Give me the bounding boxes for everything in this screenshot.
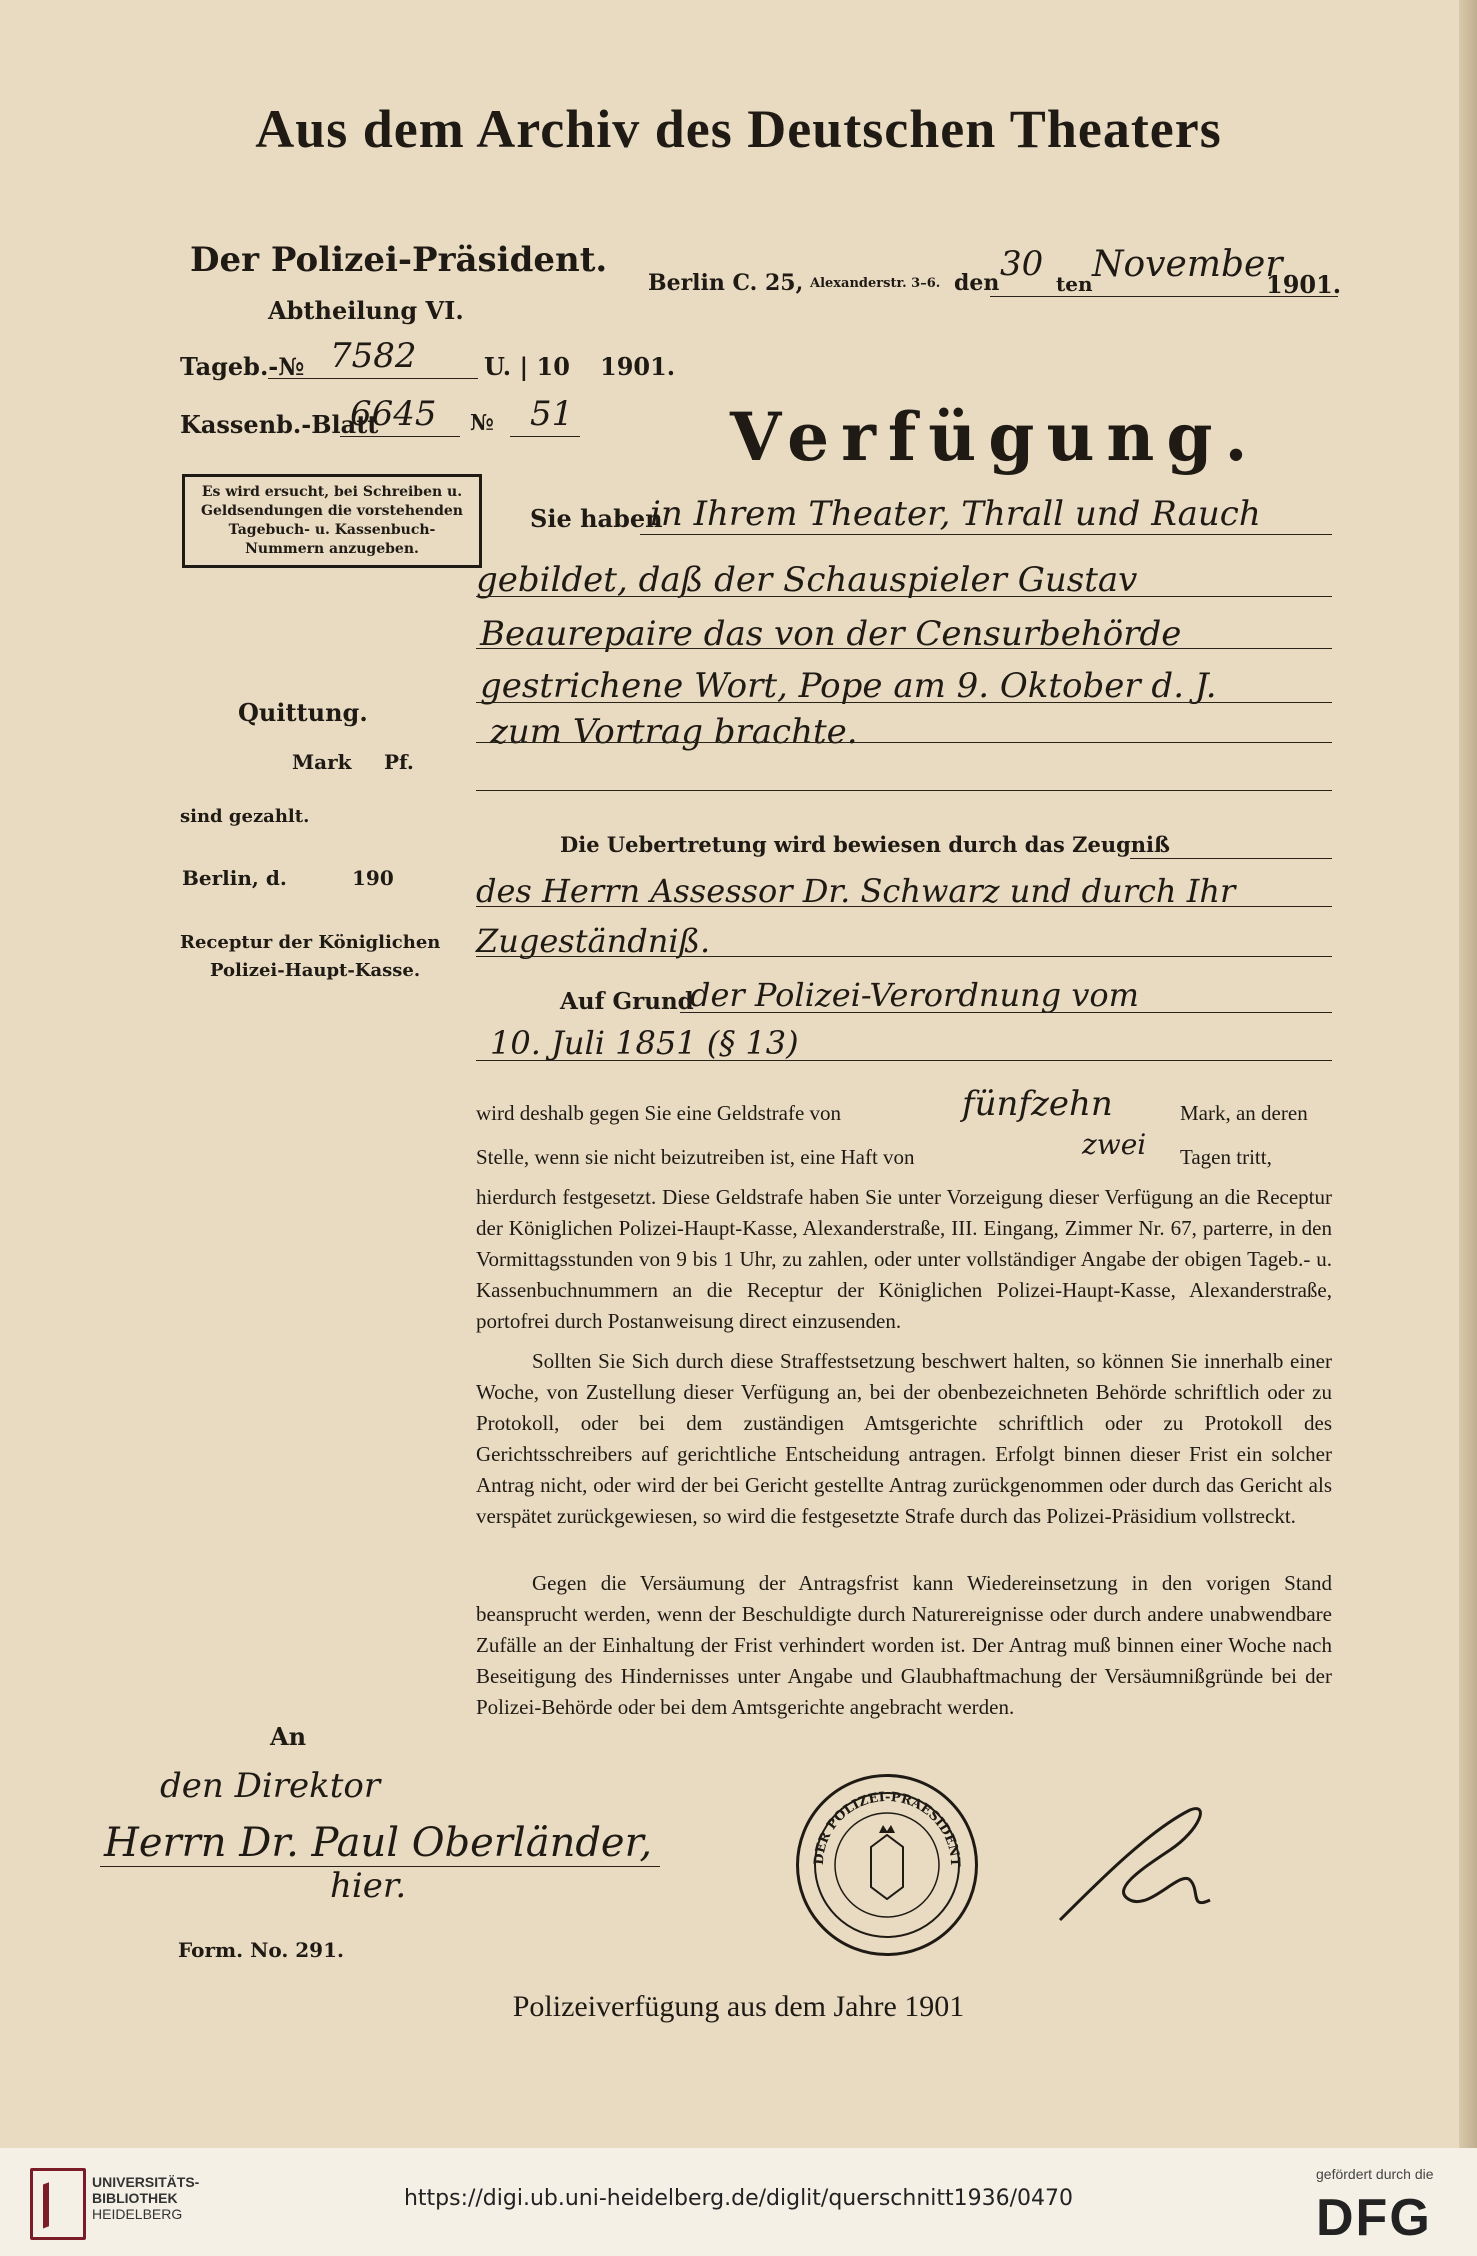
evidence-hand-2: Zugeständniß. xyxy=(476,922,711,960)
hand-line-2: gebildet, daß der Schauspieler Gustav xyxy=(476,560,1138,600)
penalty-line1-b: Mark, an deren xyxy=(1180,1101,1308,1125)
hand-line-4: gestrichene Wort, Pope am 9. Oktober d. J. xyxy=(480,666,1217,706)
date-day: 30 xyxy=(1000,244,1044,284)
police-seal xyxy=(796,1774,978,1956)
date-year: 1901. xyxy=(1266,270,1342,299)
page-gutter xyxy=(1459,0,1477,2148)
evidence-hand-1: des Herrn Assessor Dr. Schwarz und durch Ihr xyxy=(476,872,1236,910)
department: Abtheilung VI. xyxy=(268,296,464,325)
receptur-line-2: Polizei-Haupt-Kasse. xyxy=(210,960,421,981)
grounds-label: Auf Grund xyxy=(560,988,694,1015)
kassen-no-label: № xyxy=(470,410,494,436)
penalty-line2-a: Stelle, wenn sie nicht beizutreiben ist, eine Haft von xyxy=(476,1145,915,1169)
ten-label: ten xyxy=(1056,272,1093,296)
penalty-amount: fünfzehn xyxy=(962,1084,1113,1124)
penalty-days: zwei xyxy=(1082,1128,1147,1161)
evidence-label-line xyxy=(1130,858,1332,859)
quittung-paid: sind gezahlt. xyxy=(180,806,310,827)
penalty-line2-b: Tagen tritt, xyxy=(1180,1145,1272,1169)
paragraph-payment: hierdurch festgesetzt. Diese Geldstrafe haben Sie unter Vorzeigung dieser Verfügung an die Receptur der Königlichen Polizei-Haupt-Kasse, Alexanderstraße, III. Eingang, Zimmer Nr. 67, parterre, in den Vormittagsstunden von 9 bis 1 Uhr, zu zahlen, oder unter vollständiger Angabe der obigen Tageb.- u. Kassenbuchnummern an die Receptur der Königlichen Polizei-Haupt-Kasse, Alexanderstraße, portofrei durch Postanweisung direct einzusenden. xyxy=(476,1185,1332,1333)
line-5 xyxy=(476,742,1332,743)
paragraph-reinstatement: Gegen die Versäumung der Antragsfrist kann Wiedereinsetzung in den vorigen Stand beansprucht werden, wenn der Beschuldigte durch Naturereignisse oder durch andere unabwendbare Zufälle an der Einhaltung der Frist verhindert worden ist. Der Antrag muß binnen einer Woche nach Beseitigung des Hindernisses unter Angabe und Glaubhaftmachung der Versäumnißgründe bei der Polizei-Behörde oder bei dem Amtsgerichte angebracht werden. xyxy=(476,1571,1332,1719)
form-number: Form. No. 291. xyxy=(178,1938,344,1962)
tageb-number-line xyxy=(268,378,478,379)
university-name-line-2: BIBLIOTHEK xyxy=(92,2190,178,2206)
addressee-hand-1: den Direktor xyxy=(160,1766,381,1806)
grounds-hand-1: der Polizei-Verordnung vom xyxy=(690,976,1139,1014)
den-label: den xyxy=(954,270,1000,296)
kassen-label: Kassenb.-Blatt xyxy=(180,410,379,439)
hand-line-5: zum Vortrag brachte. xyxy=(490,712,858,752)
hand-line-3: Beaurepaire das von der Censurbehörde xyxy=(480,614,1182,654)
paragraph-appeal: Sollten Sie Sich durch diese Straffestsetzung beschwert halten, so können Sie innerhalb einer Woche, von Zustellung dieser Verfügung an, bei der obenbezeichneten Behörde schriftlich oder zu Protokoll, oder bei dem zuständigen Amtsgerichte schriftlich oder zu Protokoll des Gerichtsschreibers auf gerichtliche Entscheidung antragen. Erfolgt binnen dieser Frist ein solcher Antrag nicht, oder wird der bei Gericht gestellte Antrag zurückgenommen oder durch das Gericht als verspätet zurückgewiesen, so wird die festgesetzte Strafe durch das Polizei-Präsidium vollstreckt. xyxy=(476,1349,1332,1528)
grounds-line-2 xyxy=(476,1060,1332,1061)
tageb-label: Tageb.-№ xyxy=(180,352,305,381)
viewer-footer xyxy=(0,2148,1477,2256)
quittung-mark: Mark xyxy=(292,750,352,774)
seal-text: DER POLIZEI-PRAESIDENT xyxy=(811,1789,963,1868)
kassen-no-line xyxy=(510,436,580,437)
street: Alexanderstr. 3–6. xyxy=(810,276,941,291)
university-name-line-3: HEIDELBERG xyxy=(92,2206,183,2222)
addressee-hand-2: Herrn Dr. Paul Oberländer, xyxy=(104,1820,653,1866)
line-6 xyxy=(476,790,1332,791)
grounds-line-1 xyxy=(680,1012,1332,1013)
place-prefix: Berlin C. 25, xyxy=(648,270,804,296)
tageb-year: 1901. xyxy=(600,352,676,381)
dfg-logo[interactable]: DFG xyxy=(1316,2189,1432,2247)
authority-title: Der Polizei-Präsident. xyxy=(190,240,608,280)
seal-emblem-icon xyxy=(799,1777,975,1953)
addressee-label: An xyxy=(270,1722,307,1751)
date-month: November xyxy=(1092,244,1283,285)
kassen-no: 51 xyxy=(530,394,574,434)
evidence-line-2 xyxy=(476,956,1332,957)
evidence-label: Die Uebertretung wird bewiesen durch das Zeugniß xyxy=(560,832,1170,857)
university-name-line-1: UNIVERSITÄTS- xyxy=(92,2174,200,2190)
quittung-year: 190 xyxy=(352,866,394,890)
penalty-line1-a: wird deshalb gegen Sie eine Geldstrafe von xyxy=(476,1101,842,1125)
quittung-title: Quittung. xyxy=(238,698,368,727)
source-url-link[interactable]: https://digi.ub.uni-heidelberg.de/diglit/querschnitt1936/0470 xyxy=(403,2186,1074,2211)
line-1 xyxy=(640,534,1332,535)
tageb-month: U. | 10 xyxy=(484,352,570,381)
grounds-hand-2: 10. Juli 1851 (§ 13) xyxy=(490,1024,799,1062)
body-intro: Sie haben xyxy=(530,504,663,533)
image-caption: Polizeiverfügung aus dem Jahre 1901 xyxy=(512,1990,965,2023)
line-2 xyxy=(476,596,1332,597)
receptur-line-1: Receptur der Königlichen xyxy=(180,932,441,953)
signature xyxy=(1040,1790,1230,1940)
document-title: Verfügung. xyxy=(730,398,1260,476)
tageb-number: 7582 xyxy=(330,336,417,376)
kassen-number-line xyxy=(340,436,460,437)
quittung-berlin: Berlin, d. xyxy=(182,866,287,890)
page-header-title: Aus dem Archiv des Deutschen Theaters xyxy=(255,99,1222,159)
hand-line-1: in Ihrem Theater, Thrall und Rauch xyxy=(650,494,1261,534)
notice-box: Es wird ersucht, bei Schreiben u. Geldsendungen die vorstehenden Tagebuch- u. Kassenbuch-Nummern anzugeben. xyxy=(182,474,482,568)
addressee-hand-3: hier. xyxy=(330,1866,407,1906)
date-line xyxy=(990,296,1338,297)
line-4 xyxy=(476,702,1332,703)
line-3 xyxy=(476,648,1332,649)
kassen-number: 6645 xyxy=(350,394,437,434)
quittung-pf: Pf. xyxy=(384,750,414,774)
evidence-line-1 xyxy=(476,906,1332,907)
funded-by-label: gefördert durch die xyxy=(1316,2166,1434,2182)
